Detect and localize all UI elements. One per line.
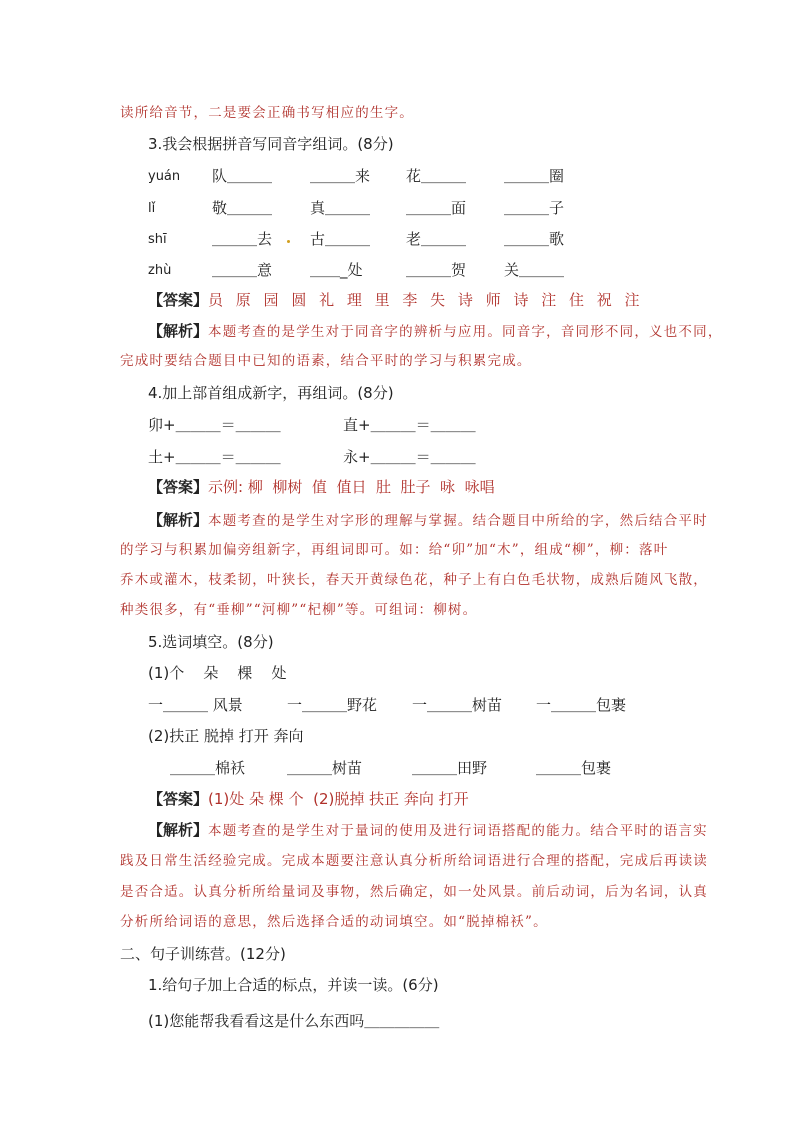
analysis-text: 本题考查的是学生对于量词的使用及进行词语搭配的能力。结合平时的语言实 (208, 823, 708, 839)
blank-item: ＿＿＿歌 (504, 230, 565, 248)
blank-item: ＿＿＿圈 (504, 167, 565, 185)
q5-title: 5.选词填空。(8分) (148, 633, 274, 651)
analysis-label: 【解析】 (148, 511, 209, 529)
q5-analysis-line-4: 分析所给词语的意思，然后选择合适的动词填空。如“脱掉棉袄”。 (120, 914, 548, 930)
radical-item: 永+＿＿＿＝＿＿＿ (343, 448, 476, 466)
analysis-text: 本题考查的是学生对于同音字的辨析与应用。同音字，音同形不同，义也不同， (208, 324, 723, 340)
answer-text: 员 原 园 圆 礼 理 里 李 失 诗 师 诗 注 住 祝 注 (208, 291, 644, 309)
q3-analysis-line-1 (148, 321, 723, 342)
fill-item: ＿＿＿包裹 (536, 759, 612, 777)
radical-item: 直+＿＿＿＝＿＿＿ (343, 416, 476, 434)
q5-part2-options: (2)扶正 脱掉 打开 奔向 (148, 727, 304, 745)
blank-item: 老＿＿＿ (406, 230, 467, 248)
analysis-label: 【解析】 (148, 322, 209, 340)
fill-item: 一＿＿＿包裹 (536, 696, 627, 714)
blank-item: 花＿＿＿ (406, 167, 467, 185)
blank-item: ＿＿_处 (310, 261, 363, 279)
blank-item: ＿＿＿面 (406, 199, 467, 217)
answer-label: 【答案】 (148, 478, 209, 496)
blank-item: ＿＿＿去 (212, 230, 273, 248)
blank-item: ＿＿＿来 (310, 167, 371, 185)
pinyin-label: lǐ (148, 201, 156, 216)
answer-label: 【答案】 (148, 291, 209, 309)
radical-item: 卯+＿＿＿＝＿＿＿ (148, 416, 281, 434)
fill-item: ＿＿＿树苗 (287, 759, 363, 777)
q4-analysis-line-3: 乔木或灌木，枝柔韧，叶狭长，春天开黄绿色花，种子上有白色毛状物，成熟后随风飞散， (120, 572, 708, 588)
q5-analysis-line-3: 是否合适。认真分析所给量词及事物，然后确定，如一处风景。前后动词，后为名词，认真 (120, 884, 708, 900)
section2-q1-item: (1)您能帮我看看这是什么东西吗＿＿＿＿＿ (148, 1012, 440, 1030)
q3-title: 3.我会根据拼音写同音字组词。(8分) (148, 135, 394, 153)
q4-analysis-line-2: 的学习与积累加偏旁组新字，再组词即可。如：给“卯”加“木”，组成“柳”，柳：落叶 (120, 542, 669, 558)
fill-item: 一＿＿＿树苗 (412, 696, 503, 714)
q5-analysis-line-2: 践及日常生活经验完成。完成本题要注意认真分析所给词语进行合理的搭配，完成后再读读 (120, 853, 708, 869)
analysis-label: 【解析】 (148, 821, 209, 839)
section2-title: 二、句子训练营。(12分) (120, 945, 286, 963)
q3-answer (148, 290, 644, 310)
q4-analysis-line-4: 种类很多，有“垂柳”“河柳”“杞柳”等。可组词：柳树。 (120, 602, 478, 618)
blank-item: 真＿＿＿ (310, 199, 371, 217)
intro-text: 读所给音节，二是要会正确书写相应的生字。 (120, 105, 414, 121)
blank-item: 队＿＿＿ (212, 167, 273, 185)
pinyin-label: shī (148, 232, 167, 247)
analysis-text: 本题考查的是学生对字形的理解与掌握。结合题目中所给的字，然后结合平时 (208, 513, 708, 529)
fill-item: ＿＿＿田野 (412, 759, 488, 777)
blank-item: 关＿＿＿ (504, 261, 565, 279)
answer-label: 【答案】 (148, 790, 209, 808)
fill-item: 一＿＿＿ 风景 (148, 696, 243, 714)
q5-analysis-line-1 (148, 820, 708, 841)
stray-dot (287, 240, 290, 243)
q4-title: 4.加上部首组成新字，再组词。(8分) (148, 384, 394, 402)
blank-item: ＿＿＿子 (504, 199, 565, 217)
q5-answer (148, 789, 469, 809)
blank-item: 古＿＿＿ (310, 230, 371, 248)
q4-answer (148, 477, 495, 497)
fill-item: 一＿＿＿野花 (287, 696, 378, 714)
q4-analysis-line-1 (148, 510, 708, 531)
radical-item: 土+＿＿＿＝＿＿＿ (148, 448, 281, 466)
blank-item: 敬＿＿＿ (212, 199, 273, 217)
answer-text: 示例: 柳 柳树 值 值日 肚 肚子 咏 咏唱 (208, 478, 495, 496)
pinyin-label: yuán (148, 169, 181, 184)
q5-part1-options: (1)个 朵 棵 处 (148, 664, 287, 682)
fill-item: ＿＿＿棉袄 (170, 759, 246, 777)
blank-item: ＿＿＿贺 (406, 261, 467, 279)
answer-text: (1)处 朵 棵 个 (2)脱掉 扶正 奔向 打开 (208, 790, 469, 808)
q3-analysis-line-2: 完成时要结合题目中已知的语素，结合平时的学习与积累完成。 (120, 353, 532, 369)
blank-item: ＿＿＿意 (212, 261, 273, 279)
pinyin-label: zhù (148, 263, 172, 278)
section2-q1-title: 1.给句子加上合适的标点，并读一读。(6分) (148, 976, 439, 994)
